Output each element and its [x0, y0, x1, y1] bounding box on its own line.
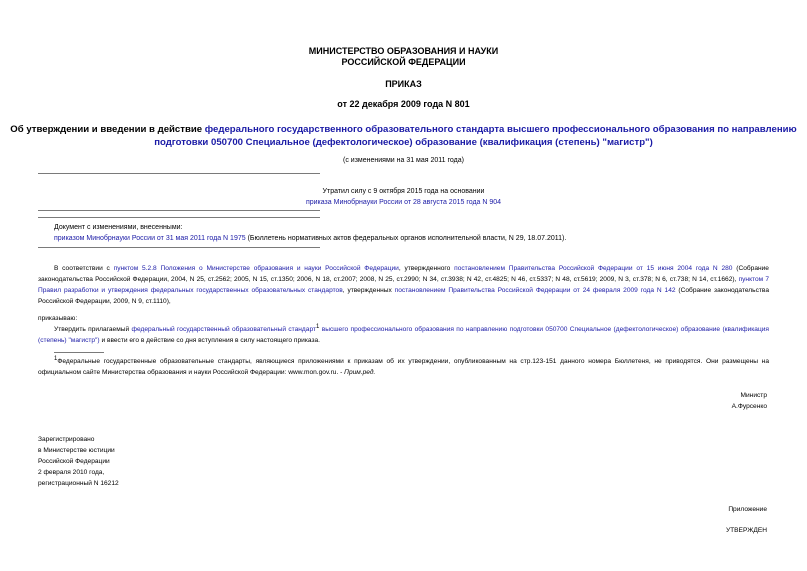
- amendment-source: (Бюллетень нормативных актов федеральных органов исполнительной власти, N 29, 18.07.2011).: [245, 235, 567, 242]
- registration-line1: Зарегистрировано: [38, 436, 95, 443]
- divider: [38, 247, 320, 248]
- document-title: [0, 123, 807, 149]
- document-type: ПРИКАЗ: [385, 79, 422, 89]
- basis-text: , утвержденных: [342, 287, 395, 294]
- amendments-intro: Документ с изменениями, внесенными:: [54, 224, 183, 231]
- title-link-line2[interactable]: подготовки 050700 Специальное (дефектологическое) образование (квалификация (степень) "магистр"): [154, 137, 653, 148]
- basis-text: (Собрание законодательства Российской Федерации, 2004, N 25, ст.2562; 2005, N 15, ст.1350; 2006, N 18, ст.2007; 2008, N 25, ст.2990; N 34, ст.3938; N 42, ст.4825; N 46, ст.5337; N 48, ст.5619; 2009, N 3, ст.378; N 6, ст.738; N 14, ст.1662),: [38, 265, 769, 283]
- title-link-line1[interactable]: федерального государственного образовательного стандарта высшего профессионального образования по направлению: [204, 124, 797, 135]
- order-word: приказываю:: [38, 315, 78, 322]
- status-line: Утратил силу с 9 октября 2015 года на основании: [322, 188, 485, 195]
- document-date-number: от 22 декабря 2009 года N 801: [337, 99, 470, 109]
- title-prefix: Об утверждении и введении в действие: [10, 124, 205, 135]
- footnote-text: Федеральные государственные образовательные стандарты, являющиеся приложениями к приказам об их утверждении, опубликованным на стр.123-151 данного номера Бюллетеня, не приводятся. Они размещены на официальном сайте Министерства образования и науки Российской Федерации: www.mon.gov.ru. -: [38, 358, 769, 376]
- ministry-name-line1: МИНИСТЕРСТВО ОБРАЗОВАНИЯ И НАУКИ: [308, 46, 499, 56]
- registration-line2: в Министерстве юстиции: [38, 447, 115, 454]
- approved-label: УТВЕРЖДЕН: [725, 527, 767, 534]
- signature-position: Министр: [740, 392, 767, 399]
- divider: [38, 217, 320, 218]
- resolution-280-link[interactable]: постановлением Правительства Российской Федерации от 15 июня 2004 года N 280: [454, 265, 733, 272]
- basis-text: В соответствии с: [54, 265, 114, 272]
- resolution-142-link[interactable]: постановлением Правительства Российской Федерации от 24 февраля 2009 года N 142: [394, 287, 676, 294]
- registration-line3: Российской Федерации: [38, 458, 110, 465]
- basis-text: (Собрание законодательства Российской Федерации, 2009, N 9, ст.1110),: [38, 287, 769, 305]
- registration-line4: 2 февраля 2010 года,: [38, 469, 105, 476]
- amendments-line: [54, 233, 774, 244]
- appendix-label: Приложение: [728, 506, 767, 513]
- order-text: и ввести его в действие со дня вступления в силу настоящего приказа.: [99, 337, 320, 344]
- standard-link-continued[interactable]: высшего профессионального образования по направлению подготовки 050700 Специальное (дефектологическое) образование (квалификация (степень) "магистр"): [38, 326, 769, 344]
- standard-link[interactable]: федеральный государственный образовательный стандарт: [131, 326, 316, 333]
- registration-line5: регистрационный N 16212: [38, 480, 119, 487]
- editor-note: Прим.ред.: [344, 369, 376, 376]
- signature-name: А.Фурсенко: [731, 403, 767, 410]
- amendment-order-link[interactable]: приказом Минобрнауки России от 31 мая 2011 года N 1975: [54, 235, 246, 242]
- order-text: Утвердить прилагаемый: [54, 326, 132, 333]
- regulation-link[interactable]: пунктом 5.2.8 Положения о Министерстве образования и науки Российской Федерации: [113, 265, 399, 272]
- divider: [38, 173, 320, 174]
- rules-link[interactable]: пунктом 7 Правил разработки и утверждения федеральных государственных образовательных стандартов: [38, 276, 769, 294]
- ministry-name-line2: РОССИЙСКОЙ ФЕДЕРАЦИИ: [341, 57, 466, 67]
- basis-paragraph: [38, 263, 769, 307]
- repeal-order-link[interactable]: приказа Минобрнауки России от 28 августа 2015 года N 904: [305, 199, 502, 206]
- footnote: [38, 356, 769, 378]
- basis-text: , утвержденного: [398, 265, 455, 272]
- footnote-mark: 1: [54, 356, 58, 362]
- divider: [38, 210, 320, 211]
- footnote-reference[interactable]: 1: [316, 324, 320, 330]
- order-paragraph: [38, 324, 769, 346]
- changes-note: (с изменениями на 31 мая 2011 года): [343, 157, 464, 164]
- footnote-divider: [54, 352, 104, 353]
